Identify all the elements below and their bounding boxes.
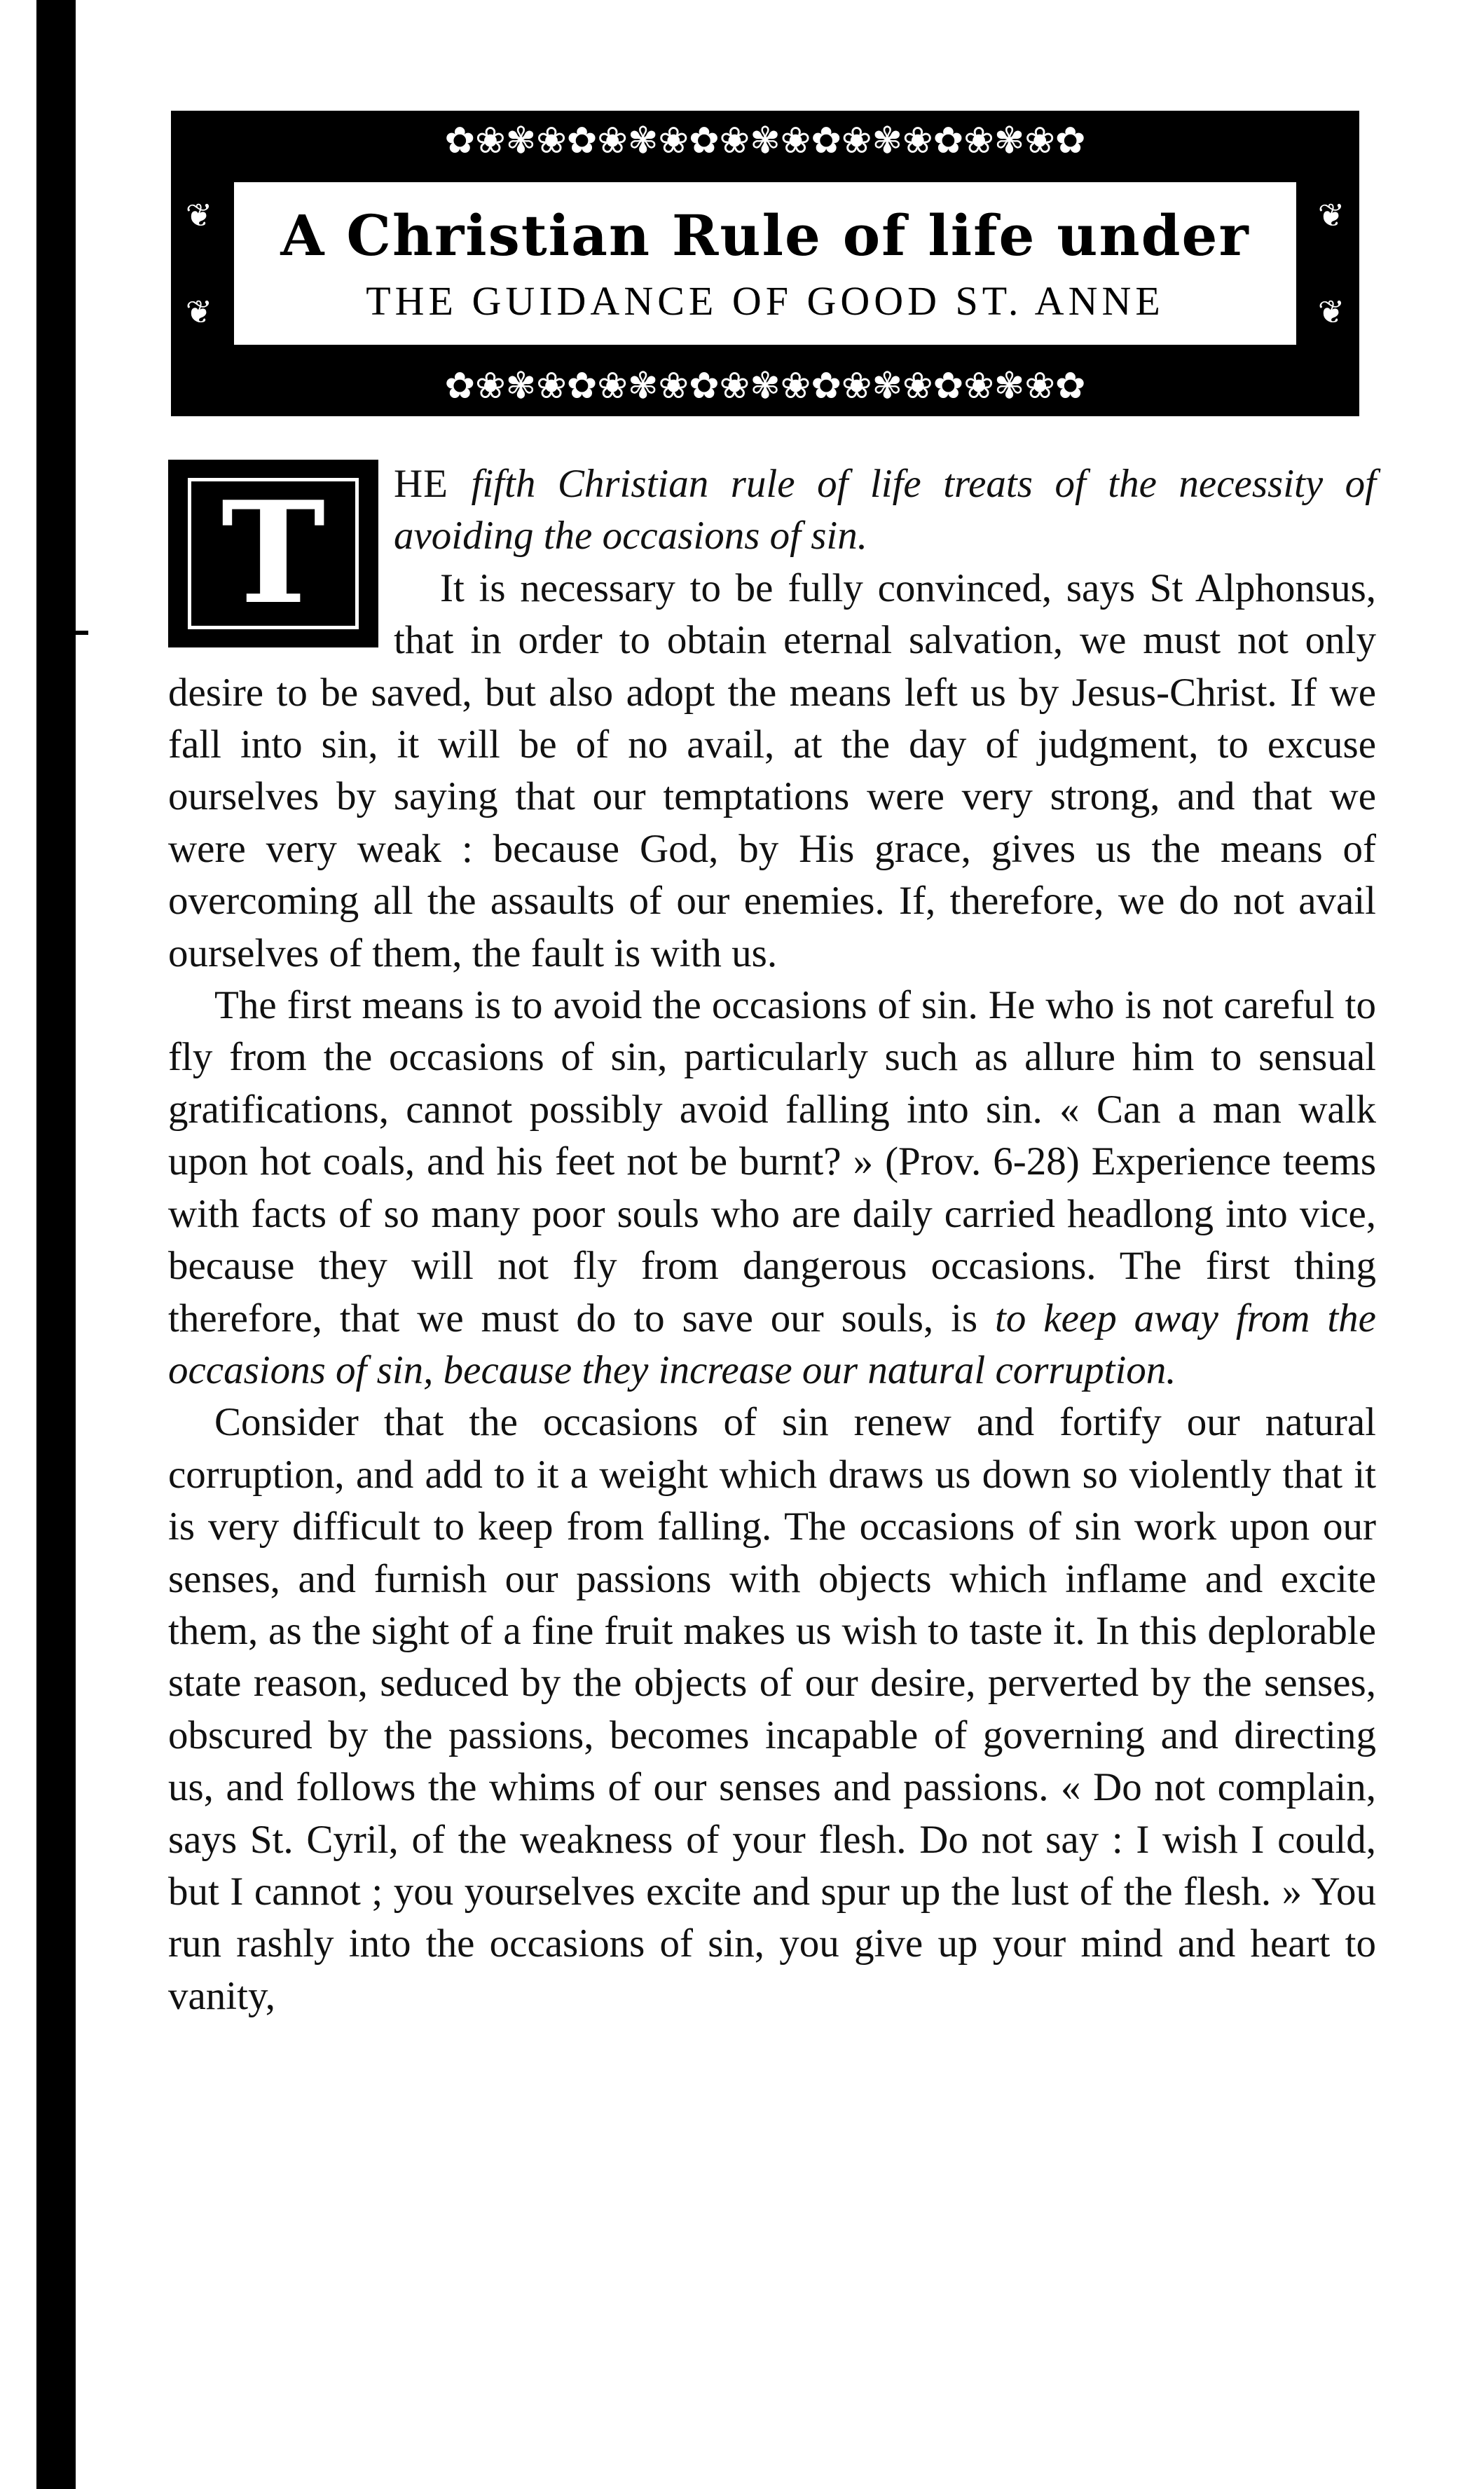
paragraph-consider: Consider that the occasions of sin renew and fortify our natural corruption, and add to it a weight which draws us down so violently that it is very difficult to keep from falling. The occasions of sin work upon our senses, and furnish our passions with objects which inflame and excite them, as the sight of a fine fruit makes us wish to taste it. In this deplorable state reason, seduced by the objects of our desire, perverted by the senses, obscured by the passions, becomes incapable of governing and directing us, and follows the whims of our senses and passions. « Do not complain, says St. Cyril, of the weakness of your flesh. Do not say : I wish I could, but I cannot ; you yourselves excite and spur up the lust of the flesh. » You run rashly into the occasions of sin, you give up your mind and heart to vanity,	[168, 1400, 1376, 2018]
page-binding-shadow	[36, 0, 76, 2489]
page-subtitle: THE GUIDANCE OF GOOD ST. ANNE	[366, 277, 1164, 324]
ornament-border-left	[178, 167, 220, 360]
ornament-border-right	[1310, 167, 1352, 360]
paragraph-first-means	[168, 980, 1376, 1397]
ivy-leaf-icon: ❦	[1317, 196, 1345, 234]
first-means-text: The first means is to avoid the occasions of sin. He who is not careful to fly from the occasions of sin, particularly such as allure him to sensual gratifications, cannot possibly avoid falling into sin. « Can a man walk upon hot coals, and his feet not be burnt? » (Prov. 6-28) Experience teems with facts of so many poor souls who are daily carried headlong into vice, because they will not fly from dangerous occasions. The first thing therefore, that we must do to save our souls, is	[168, 983, 1376, 1341]
intro-lead: HE	[394, 462, 472, 506]
ivy-leaf-icon: ❦	[1317, 293, 1345, 331]
binding-mark	[76, 631, 88, 635]
intro-italic: fifth Christian rule of life treats of the necessity of avoiding the occasions of sin.	[394, 462, 1377, 558]
ornament-border-top: ✿❀✾❀✿❀✾❀✿❀✾❀✿❀✾❀✿❀✾❀✿	[444, 120, 1086, 162]
body-text	[168, 458, 1376, 2022]
ivy-leaf-icon: ❦	[185, 196, 213, 234]
paragraph-alphonsus: It is necessary to be fully convinced, says St Alphonsus, that in order to obtain eternal salvation, we must not only desire to be saved, but also adopt the means left us by Jesus-Christ. If we fall into sin, it will be of no avail, at the day of judgment, to excuse ourselves by saying that our temptations were very strong, and that we were very weak : because God, by His grace, gives us the means of overcoming all the assaults of our enemies. If, therefore, we do not avail ourselves of them, the fault is with us.	[168, 565, 1376, 975]
drop-cap-frame	[188, 471, 359, 636]
drop-cap-ornament	[168, 460, 378, 647]
ornamental-header-frame	[171, 111, 1359, 416]
ornament-border-bottom: ✿❀✾❀✿❀✾❀✿❀✾❀✿❀✾❀✿❀✾❀✿	[444, 365, 1086, 407]
ivy-leaf-icon: ❦	[185, 293, 213, 331]
first-means-italic: to keep away from the occasions of sin, because they increase our natural corruption.	[168, 1296, 1376, 1392]
page-title: A Christian Rule of life under	[280, 202, 1250, 268]
drop-cap-letter: T	[221, 471, 326, 636]
header-panel	[230, 178, 1300, 349]
